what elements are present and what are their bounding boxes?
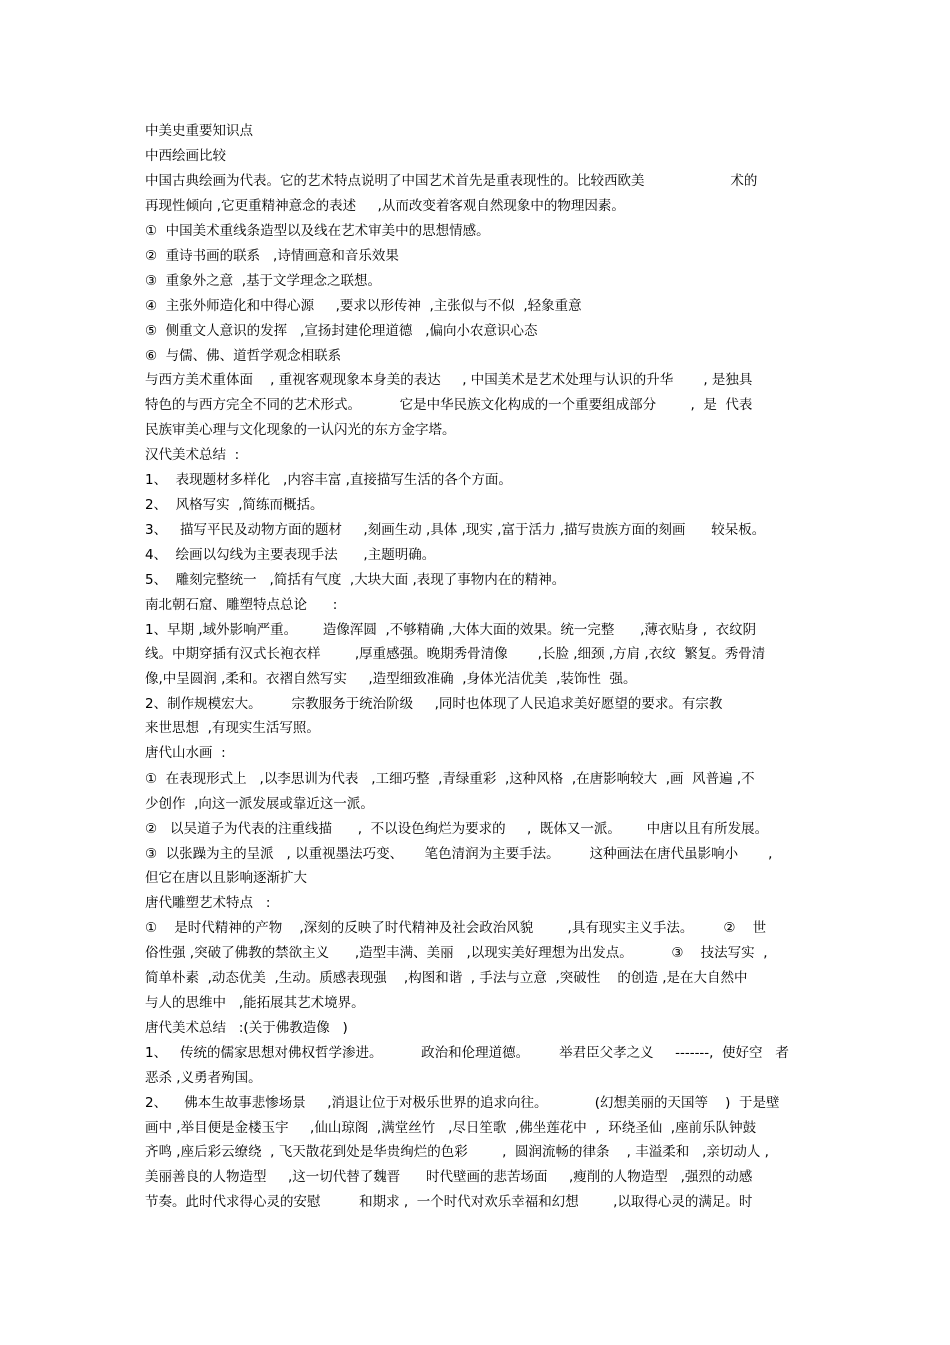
list-item: ② 以吴道子为代表的注重线描 , 不以设色绚烂为要求的 , 既体又一派。 中唐以且有所发展。 (145, 821, 769, 837)
list-item: 3、 描写平民及动物方面的题材 ,刻画生动 ,具体 ,现实 ,富于活力 ,描写贵族方面的刻画 较呆板。 (145, 522, 766, 538)
list-item: ③ 重象外之意 ,基于文学理念之联想。 (145, 273, 382, 289)
text-line: 民族审美心理与文化现象的一认闪光的东方金字塔。 (145, 422, 456, 438)
text-line: 但它在唐以且影响逐渐扩大 (145, 870, 307, 886)
text-line: 像,中呈圆润 ,柔和。衣褶自然写实 ,造型细致准确 ,身体光洁优美 ,装饰性 强。 (145, 671, 637, 687)
list-item: ① 中国美术重线条造型以及线在艺术审美中的思想情感。 (145, 223, 490, 239)
list-item: ④ 主张外师造化和中得心源 ,要求以形传神 ,主张似与不似 ,轻象重意 (145, 298, 582, 314)
text-line: 美丽善良的人物造型 ,这一切代替了魏晋 时代壁画的悲苦场面 ,瘦削的人物造型 ,强烈的动感 (145, 1169, 753, 1185)
section-heading: 唐代美术总结 :(关于佛教造像 ) (145, 1020, 348, 1036)
text-line: 来世思想 ,有现实生活写照。 (145, 720, 320, 736)
list-item: ③ 以张躁为主的呈派 , 以重视墨法巧变、 笔色清润为主要手法。 这种画法在唐代虽影响小 , (145, 846, 773, 862)
section-heading: 南北朝石窟、雕塑特点总论 : (145, 597, 338, 613)
text-line: 简单朴素 ,动态优美 ,生动。质感表现强 ,构图和谐 , 手法与立意 ,突破性 的创造 ,是在大自然中 (145, 970, 748, 986)
text-line: 再现性倾向 ,它更重精神意念的表述 ,从而改变着客观自然现象中的物理因素。 (145, 198, 625, 214)
list-item: 2、 风格写实 ,简练而概括。 (145, 497, 324, 513)
text-line: 特色的与西方完全不同的艺术形式。 它是中华民族文化构成的一个重要组成部分 , 是 代表 (145, 397, 753, 413)
text-line: 恶杀 ,义勇者殉国。 (145, 1070, 262, 1086)
list-item: 4、 绘画以勾线为主要表现手法 ,主题明确。 (145, 547, 436, 563)
list-item: ② 重诗书画的联系 ,诗情画意和音乐效果 (145, 248, 399, 264)
list-item: 5、 雕刻完整统一 ,简括有气度 ,大块大面 ,表现了事物内在的精神。 (145, 572, 566, 588)
doc-title: 中美史重要知识点 (145, 123, 253, 139)
text-line: 2、制作规模宏大。 宗教服务于统治阶级 ,同时也体现了人民追求美好愿望的要求。有宗教 (145, 696, 723, 712)
text-line: 齐鸣 ,座后彩云缭绕 , 飞天散花到处是华贵绚烂的色彩 , 圆润流畅的律条 , 丰溢柔和 ,亲切动人 , (145, 1144, 769, 1160)
section-heading: 唐代雕塑艺术特点 : (145, 895, 271, 911)
section-heading: 唐代山水画 : (145, 745, 226, 761)
list-item: ① 在表现形式上 ,以李思训为代表 ,工细巧整 ,青绿重彩 ,这种风格 ,在唐影响较大 ,画 风普遍 ,不 (145, 771, 755, 787)
text-line: 1、早期 ,域外影响严重。 造像浑圆 ,不够精确 ,大体大面的效果。统一完整 ,薄衣贴身 , 衣纹阴 (145, 622, 757, 638)
text-line: 画中 ,举目便是金楼玉宇 ,仙山琼阁 ,满堂丝竹 ,尽日笙歌 ,佛坐莲花中 , 环绕圣仙 ,座前乐队钟鼓 (145, 1120, 757, 1136)
text-line: ① 是时代精神的产物 ,深刻的反映了时代精神及社会政治风貌 ,具有现实主义手法。 ② 世 (145, 920, 767, 936)
list-item: 1、 表现题材多样化 ,内容丰富 ,直接描写生活的各个方面。 (145, 472, 512, 488)
list-item: ⑥ 与儒、佛、道哲学观念相联系 (145, 348, 342, 364)
list-item: ⑤ 侧重文人意识的发挥 ,宣扬封建伦理道德 ,偏向小农意识心态 (145, 323, 538, 339)
section-heading: 汉代美术总结 : (145, 447, 240, 463)
section-heading: 中西绘画比较 (145, 148, 226, 164)
list-item: 1、 传统的儒家思想对佛权哲学渗进。 政治和伦理道德。 举君臣父孝之义 -------, 使好空 者 (145, 1045, 789, 1061)
text-line: 中国古典绘画为代表。它的艺术特点说明了中国艺术首先是重表现性的。比较西欧美 术的 (145, 173, 758, 189)
list-item: 2、 佛本生故事悲惨场景 ,消退让位于对极乐世界的追求向往。 (幻想美丽的天国等 ) 于是壁 (145, 1095, 780, 1111)
text-line: 与人的思维中 ,能拓展其艺术境界。 (145, 995, 365, 1011)
text-line: 少创作 ,向这一派发展或靠近这一派。 (145, 796, 374, 812)
text-line: 俗性强 ,突破了佛教的禁欲主义 ,造型丰满、美丽 ,以现实美好理想为出发点。 ③ 技法写实 , (145, 945, 768, 961)
text-line: 线。中期穿插有汉式长袍衣样 ,厚重感强。晚期秀骨清像 ,长脸 ,细颈 ,方肩 ,衣纹 繁复。秀骨清 (145, 646, 766, 662)
text-line: 与西方美术重体面 , 重视客观现象本身美的表达 , 中国美术是艺术处理与认识的升华 , 是独具 (145, 372, 753, 388)
text-line: 节奏。此时代求得心灵的安慰 和期求 , 一个时代对欢乐幸福和幻想 ,以取得心灵的满足。时 (145, 1194, 753, 1210)
